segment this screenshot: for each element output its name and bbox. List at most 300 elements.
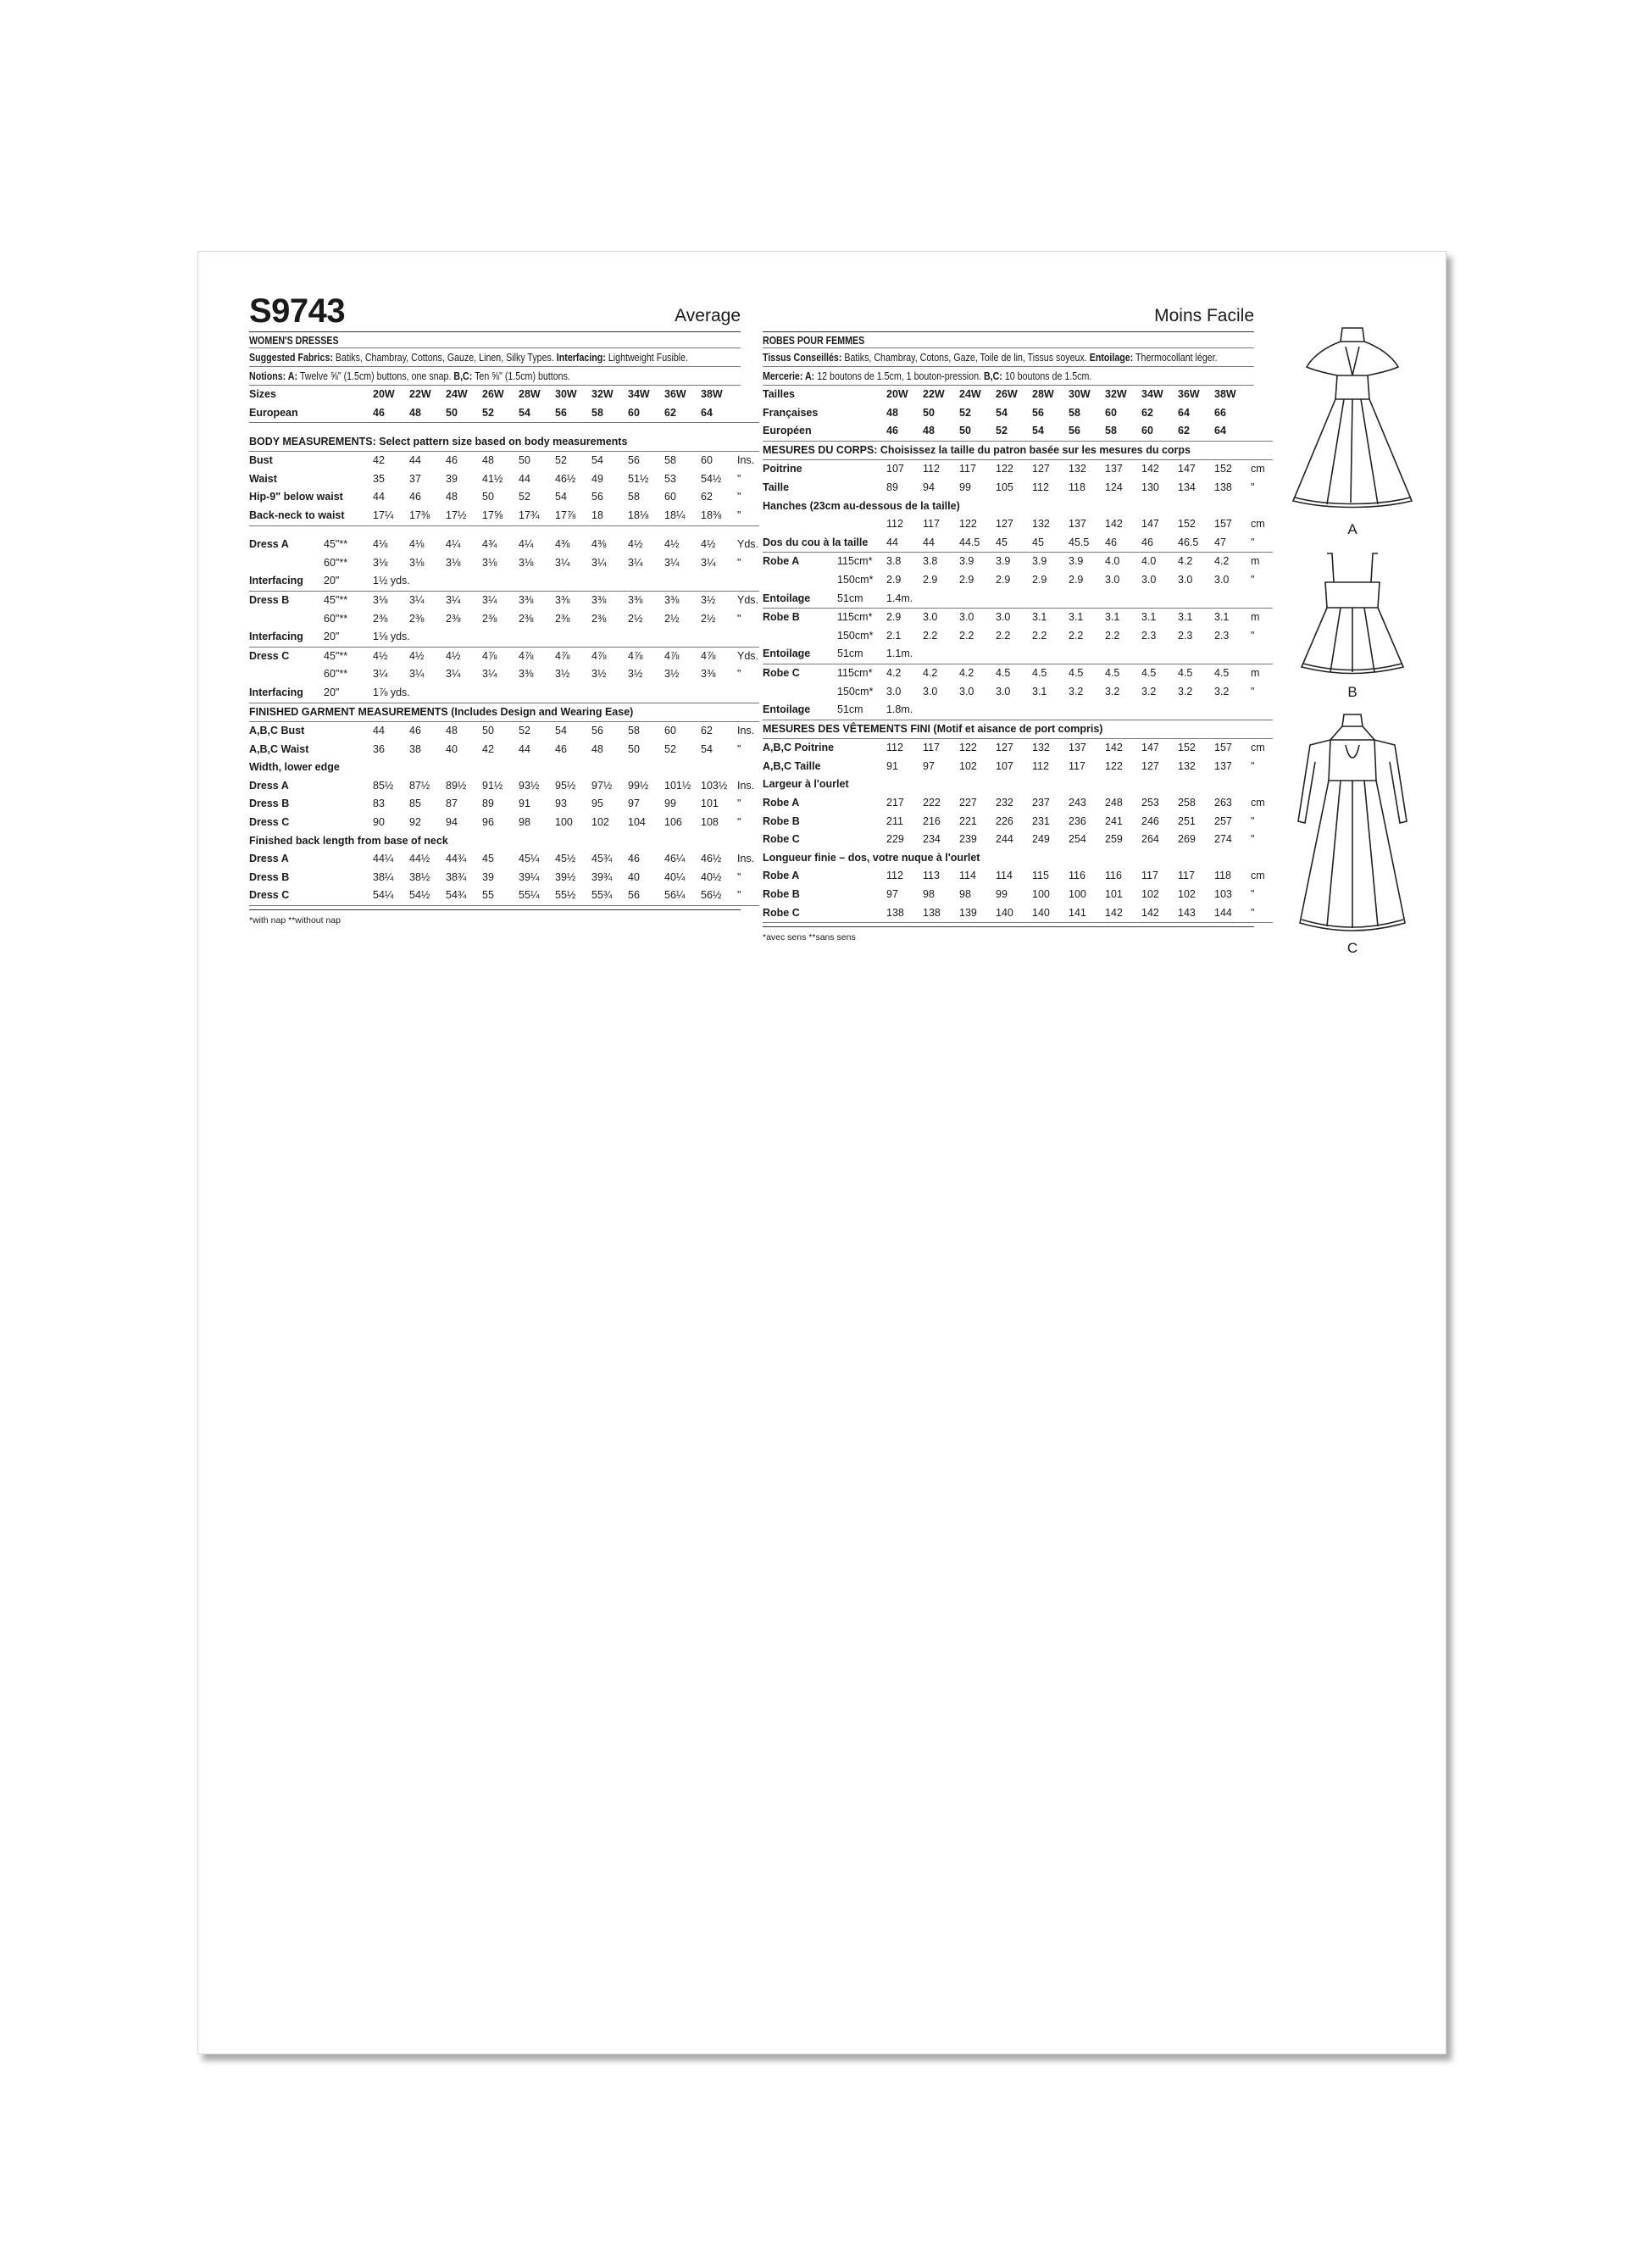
row-sublabel [837, 758, 886, 776]
value-cell: 124 [1105, 481, 1123, 493]
yardage-row [763, 683, 1273, 702]
value-cell: 24W [446, 388, 468, 400]
row-label: Largeur à l'ourlet [763, 778, 849, 791]
row-sublabel: 115cm* [837, 611, 873, 624]
french-sizes-row [763, 404, 1273, 423]
value-cell: 44¾ [446, 853, 467, 865]
value-cell: 44.5 [959, 534, 996, 553]
value-cell: 99 [996, 888, 1008, 901]
dress-b-sketch-icon [1276, 548, 1429, 684]
value-cell: 55¼ [519, 887, 555, 905]
value-cell: 3¼ [555, 556, 570, 569]
value-cell: 127 [996, 742, 1013, 754]
value-cell: 40 [628, 870, 640, 883]
value-cell: 4½ [628, 538, 643, 551]
value-cell: 60 [1105, 406, 1117, 419]
section-title: WOMEN'S DRESSES [249, 332, 741, 348]
row-sublabel [837, 794, 886, 813]
value-cell: 221 [959, 814, 977, 827]
value-cell: 54 [555, 491, 567, 503]
value-cell: 139 [959, 904, 996, 923]
value-cell: 48 [886, 406, 898, 419]
value-cell: 4.5 [1178, 666, 1193, 679]
yardage-row [249, 554, 759, 573]
value-cell: 93 [555, 798, 567, 810]
value-cell: 50 [482, 725, 494, 737]
value-cell: 2⅜ [446, 612, 461, 625]
value-cell: 2⅜ [409, 612, 425, 625]
unit-cell: " [1251, 833, 1255, 846]
row-sublabel [837, 886, 886, 904]
value-cell: 99 [664, 798, 676, 810]
unit-cell: m [1251, 555, 1260, 568]
row-label [763, 683, 837, 702]
row-sublabel [324, 741, 373, 759]
unit-cell: " [737, 507, 759, 525]
value-cell: 4¾ [482, 538, 497, 551]
finished-row [249, 759, 759, 777]
yardage-row [763, 627, 1273, 646]
value-cell: 46 [373, 404, 409, 423]
value-cell: 54 [519, 404, 555, 423]
unit-cell: " [737, 887, 759, 905]
difficulty-level-fr: Moins Facile [1154, 306, 1254, 325]
value-cell: 24W [959, 388, 981, 400]
value-cell: 2.2 [959, 629, 974, 642]
row-sublabel: 51cm [837, 590, 886, 609]
value-cell: 254 [1069, 833, 1086, 846]
unit-cell: cm [1251, 797, 1265, 809]
value-cell: 46½ [555, 472, 576, 485]
value-cell: 58 [664, 454, 676, 467]
row-sublabel [837, 867, 886, 886]
section-title-fr: ROBES POUR FEMMES [763, 332, 1254, 348]
value-cell: 251 [1178, 814, 1196, 827]
value-cell: 264 [1141, 833, 1159, 846]
value-cell: 157 [1214, 742, 1232, 754]
value-cell: 274 [1214, 833, 1232, 846]
value-cell: 103 [1214, 888, 1232, 901]
value-cell: 92 [409, 816, 421, 829]
value-cell: 100 [1069, 888, 1086, 901]
value-cell: 39¼ [519, 870, 540, 883]
value-cell: 56½ [701, 887, 737, 905]
row-label: FINISHED GARMENT MEASUREMENTS (Includes Design and Wearing Ease) [249, 703, 759, 722]
dress-c-sketch-icon [1276, 711, 1429, 940]
value-cell: 60 [701, 454, 713, 467]
value-cell: 3¼ [664, 556, 680, 569]
unit-cell: " [1251, 814, 1255, 827]
row-sublabel: 150cm* [837, 629, 874, 642]
unit-cell [1251, 422, 1273, 441]
value-cell: 46 [409, 725, 421, 737]
value-cell: 91 [519, 798, 530, 810]
value-cell: 97 [628, 798, 640, 810]
value-cell: 147 [1141, 518, 1159, 531]
value-cell: 38W [701, 388, 723, 400]
value-cell: 46¼ [664, 853, 686, 865]
row-sublabel [324, 386, 373, 404]
value-cell: 87 [446, 798, 458, 810]
row-label: Interfacing [249, 572, 324, 591]
value-cell: 105 [996, 481, 1013, 493]
value-cell: 3.9 [1032, 555, 1047, 568]
value-cell: 4⅞ [664, 649, 680, 662]
value-cell: 102 [591, 816, 609, 829]
row-label: Longueur finie – dos, votre nuque à l'ourlet [763, 851, 980, 864]
body-row [249, 507, 759, 525]
value-cell: 55¾ [591, 887, 628, 905]
value-cell: 44 [409, 454, 421, 467]
value-cell: 56 [591, 725, 603, 737]
value-cell: 3.2 [1178, 685, 1193, 698]
value-cell: 56 [628, 887, 664, 905]
value-cell: 62 [664, 404, 701, 423]
value-cell: 3⅜ [591, 593, 607, 606]
unit-cell: Ins. [737, 853, 755, 865]
value-cell: 4.5 [1032, 666, 1047, 679]
unit-cell [1251, 386, 1273, 404]
value-cell: 114 [959, 870, 976, 882]
value-cell: 211 [886, 814, 903, 827]
value-cell: 132 [1178, 759, 1196, 772]
row-label: Dos du cou à la taille [763, 534, 837, 553]
value-cell: 48 [446, 725, 458, 737]
finished-row [763, 775, 1273, 794]
value-cell: 52 [555, 454, 567, 467]
value-cell: 47 [1214, 534, 1251, 553]
value-cell: 112 [1032, 759, 1049, 772]
row-sublabel [837, 515, 886, 534]
row-sublabel [837, 479, 886, 498]
row-label: Dress A [249, 853, 289, 865]
value-cell: 137 [1214, 759, 1232, 772]
value-cell: 22W [923, 388, 945, 400]
value-cell: 3.8 [923, 555, 938, 568]
value-cell: 42 [482, 742, 494, 755]
unit-cell: m [1251, 666, 1260, 679]
finished-row [763, 794, 1273, 813]
value-cell: 91½ [482, 779, 503, 792]
value-cell: 246 [1141, 814, 1159, 827]
notions-paragraph-fr: Mercerie: A: 12 boutons de 1.5cm, 1 bouton-pression. B,C: 10 boutons de 1.5cm. [763, 367, 1254, 386]
value-cell: 34W [628, 388, 650, 400]
value-cell: 3.1 [1032, 685, 1047, 698]
value-cell: 46.5 [1178, 534, 1214, 553]
value-cell: 48 [409, 404, 446, 423]
finished-row [763, 813, 1273, 831]
value-cell: 45 [996, 534, 1032, 553]
english-measurement-table [249, 386, 759, 906]
value-cell: 132 [1032, 518, 1050, 531]
row-label: Entoilage [763, 645, 837, 664]
value-cell: 102 [959, 759, 977, 772]
value-cell: 2⅜ [373, 612, 388, 625]
unit-cell: Yds. [737, 649, 759, 662]
yardage-row [249, 665, 759, 684]
pattern-code: S9743 [249, 292, 346, 330]
value-cell: 4⅛ [373, 538, 388, 551]
row-label: Sizes [249, 388, 276, 400]
row-label: Robe A [763, 797, 800, 809]
yardage-row [249, 591, 759, 609]
value-cell: 36W [664, 388, 686, 400]
value-cell: 2.9 [1032, 573, 1047, 586]
value-cell: 241 [1105, 814, 1123, 827]
unit-cell: " [1251, 685, 1255, 698]
yardage-row [249, 610, 759, 629]
value-cell: 54 [591, 454, 603, 467]
value-cell: 44 [923, 534, 959, 553]
row-label: Dress C [249, 649, 290, 662]
value-cell: 114 [996, 870, 1013, 882]
yardage-row [249, 536, 759, 554]
value-cell: 3½ [591, 668, 607, 681]
value-cell: 1⅞ yds. [373, 684, 759, 703]
value-cell: 48 [446, 491, 458, 503]
finished-row [763, 886, 1273, 904]
row-label: Européen [763, 422, 837, 441]
row-sublabel: 45"** [324, 649, 348, 662]
value-cell: 227 [959, 797, 977, 809]
value-cell: 2.1 [886, 629, 902, 642]
unit-cell: " [737, 612, 741, 625]
value-cell: 104 [628, 816, 646, 829]
row-label: Dress C [249, 816, 290, 829]
row-label: Robe C [763, 904, 837, 923]
unit-cell: cm [1251, 742, 1265, 754]
value-cell: 122 [996, 463, 1013, 475]
value-cell: 32W [591, 388, 614, 400]
value-cell: 102 [1178, 888, 1196, 901]
value-cell: 36W [1178, 388, 1200, 400]
value-cell: 90 [373, 816, 385, 829]
body-row [249, 452, 759, 470]
value-cell: 2.2 [1032, 629, 1047, 642]
value-cell: 46 [628, 853, 640, 865]
value-cell: 3¼ [701, 556, 716, 569]
row-label: Interfacing [249, 628, 324, 647]
value-cell: 46 [409, 491, 421, 503]
row-label [249, 610, 324, 629]
value-cell: 94 [446, 816, 458, 829]
value-cell: 46 [1141, 534, 1178, 553]
row-label: Entoilage [763, 590, 837, 609]
value-cell: 49 [591, 472, 603, 485]
value-cell: 95½ [555, 779, 576, 792]
value-cell: 117 [923, 742, 940, 754]
value-cell: 2.2 [996, 629, 1011, 642]
dress-a-sketch-icon [1276, 321, 1429, 521]
value-cell: 44 [886, 534, 923, 553]
value-cell: 58 [628, 491, 640, 503]
value-cell: 39 [446, 472, 458, 485]
value-cell: 17½ [446, 507, 482, 525]
value-cell: 28W [1032, 388, 1054, 400]
row-label: Hanches (23cm au-dessous de la taille) [763, 499, 960, 512]
value-cell: 3⅜ [555, 593, 570, 606]
row-label: Width, lower edge [249, 761, 340, 774]
value-cell: 144 [1214, 904, 1251, 923]
european-sizes-row [763, 422, 1273, 441]
value-cell: 106 [664, 816, 682, 829]
value-cell: 229 [886, 833, 904, 846]
section-heading: MESURES DU CORPS: Choisissez la taille du patron basée sur les mesures du corps [763, 441, 1273, 460]
value-cell: 3¼ [482, 668, 497, 681]
value-cell: 4¼ [519, 538, 534, 551]
english-column [249, 292, 759, 926]
value-cell: 143 [1178, 904, 1214, 923]
value-cell: 3.1 [1032, 611, 1047, 624]
row-label: Entoilage [763, 701, 837, 720]
value-cell: 60 [664, 725, 676, 737]
row-label: Bust [249, 454, 273, 467]
row-sublabel [837, 422, 886, 441]
interfacing-row [763, 590, 1273, 609]
row-label: Robe A [763, 555, 800, 568]
view-b-label: B [1347, 684, 1358, 700]
value-cell: 134 [1178, 481, 1196, 493]
value-cell: 101 [1105, 888, 1123, 901]
value-cell: 112 [886, 518, 903, 531]
unit-cell: " [737, 668, 741, 681]
row-sublabel: 20" [324, 628, 373, 647]
row-sublabel [324, 795, 373, 814]
value-cell: 18⅛ [628, 507, 664, 525]
value-cell: 1½ yds. [373, 572, 759, 591]
value-cell: 44 [373, 725, 385, 737]
value-cell: 3.0 [1105, 573, 1120, 586]
value-cell: 97 [886, 888, 898, 901]
finished-heading [763, 720, 1273, 739]
value-cell: 4½ [373, 649, 388, 662]
value-cell: 3⅜ [519, 593, 534, 606]
sizes-row [763, 386, 1273, 404]
value-cell: 3½ [628, 668, 643, 681]
value-cell: 4⅜ [555, 538, 570, 551]
value-cell: 34W [1141, 388, 1163, 400]
value-cell: 44¼ [373, 853, 394, 865]
value-cell: 52 [664, 742, 676, 755]
value-cell: 48 [923, 422, 959, 441]
value-cell: 232 [996, 797, 1013, 809]
value-cell: 140 [996, 904, 1032, 923]
row-label: Robe C [763, 833, 800, 846]
value-cell: 38½ [409, 870, 430, 883]
value-cell: 56¼ [664, 887, 701, 905]
fabrics-paragraph-fr: Tissus Conseillés: Batiks, Chambray, Cotons, Gaze, Toile de lin, Tissus soyeux. Entoilage: Thermocollant léger. [763, 348, 1254, 367]
value-cell: 3.2 [1141, 685, 1157, 698]
value-cell: 216 [923, 814, 941, 827]
value-cell: 4.5 [996, 666, 1011, 679]
value-cell: 39½ [555, 870, 576, 883]
value-cell: 38¼ [373, 870, 394, 883]
row-sublabel [324, 777, 373, 796]
value-cell: 17⅝ [482, 507, 519, 525]
unit-cell: Ins. [737, 725, 755, 737]
finished-row [249, 832, 759, 851]
row-label: Dress C [249, 887, 324, 905]
french-header [763, 304, 1254, 332]
value-cell: 3.0 [959, 685, 974, 698]
value-cell: 62 [701, 725, 713, 737]
value-cell: 3¼ [628, 556, 643, 569]
value-cell: 2.2 [1105, 629, 1120, 642]
finished-row [249, 887, 759, 905]
value-cell: 101 [701, 798, 719, 810]
finished-row [763, 867, 1273, 886]
row-label: Taille [763, 481, 790, 493]
value-cell: 56 [1032, 406, 1044, 419]
value-cell: 142 [1141, 463, 1159, 475]
value-cell: 56 [1069, 422, 1105, 441]
yardage-row [763, 571, 1273, 590]
unit-cell: " [737, 798, 741, 810]
value-cell: 137 [1069, 518, 1086, 531]
fabrics-paragraph: Suggested Fabrics: Batiks, Chambray, Cottons, Gauze, Linen, Silky Types. Interfacing: Lightweight Fusible. [249, 348, 741, 367]
value-cell: 4.5 [1069, 666, 1084, 679]
value-cell: 116 [1105, 870, 1122, 882]
row-label [249, 665, 324, 684]
value-cell: 3⅛ [373, 593, 388, 606]
row-label: Dress B [249, 593, 290, 606]
value-cell: 112 [886, 870, 903, 882]
value-cell: 39 [482, 870, 494, 883]
finished-row [763, 739, 1273, 758]
value-cell: 50 [959, 422, 996, 441]
value-cell: 3.0 [996, 685, 1011, 698]
value-cell: 100 [1032, 888, 1050, 901]
value-cell: 2.9 [886, 611, 902, 624]
view-illustrations [1276, 321, 1429, 957]
value-cell: 45¼ [519, 853, 540, 865]
row-sublabel [324, 722, 373, 741]
value-cell: 263 [1214, 797, 1232, 809]
value-cell: 3.9 [959, 555, 974, 568]
value-cell: 113 [923, 870, 940, 882]
row-label: Dress A [249, 779, 289, 792]
yardage-row [249, 647, 759, 665]
value-cell: 3.9 [1069, 555, 1084, 568]
value-cell: 138 [886, 904, 923, 923]
unit-cell: Yds. [737, 538, 759, 551]
value-cell: 3.0 [1214, 573, 1230, 586]
value-cell: 3.1 [1214, 611, 1230, 624]
row-label: Françaises [763, 406, 819, 419]
value-cell: 137 [1105, 463, 1123, 475]
value-cell: 103½ [701, 779, 728, 792]
finished-row [249, 814, 759, 832]
view-c-label: C [1346, 940, 1358, 956]
row-label: Dress B [249, 870, 290, 883]
value-cell: 4⅞ [555, 649, 570, 662]
value-cell: 108 [701, 816, 719, 829]
english-header [249, 292, 741, 332]
unit-cell: " [737, 816, 741, 829]
view-a [1276, 321, 1429, 538]
value-cell: 116 [1069, 870, 1085, 882]
value-cell: 2.2 [1069, 629, 1084, 642]
row-sublabel [837, 739, 886, 758]
value-cell: 18 [591, 507, 628, 525]
value-cell: 44½ [409, 853, 430, 865]
value-cell: 4.2 [959, 666, 974, 679]
value-cell: 3¼ [373, 668, 388, 681]
unit-cell: " [1251, 888, 1255, 901]
row-sublabel [837, 386, 886, 404]
value-cell: 3½ [555, 668, 570, 681]
value-cell: 89 [886, 481, 898, 493]
